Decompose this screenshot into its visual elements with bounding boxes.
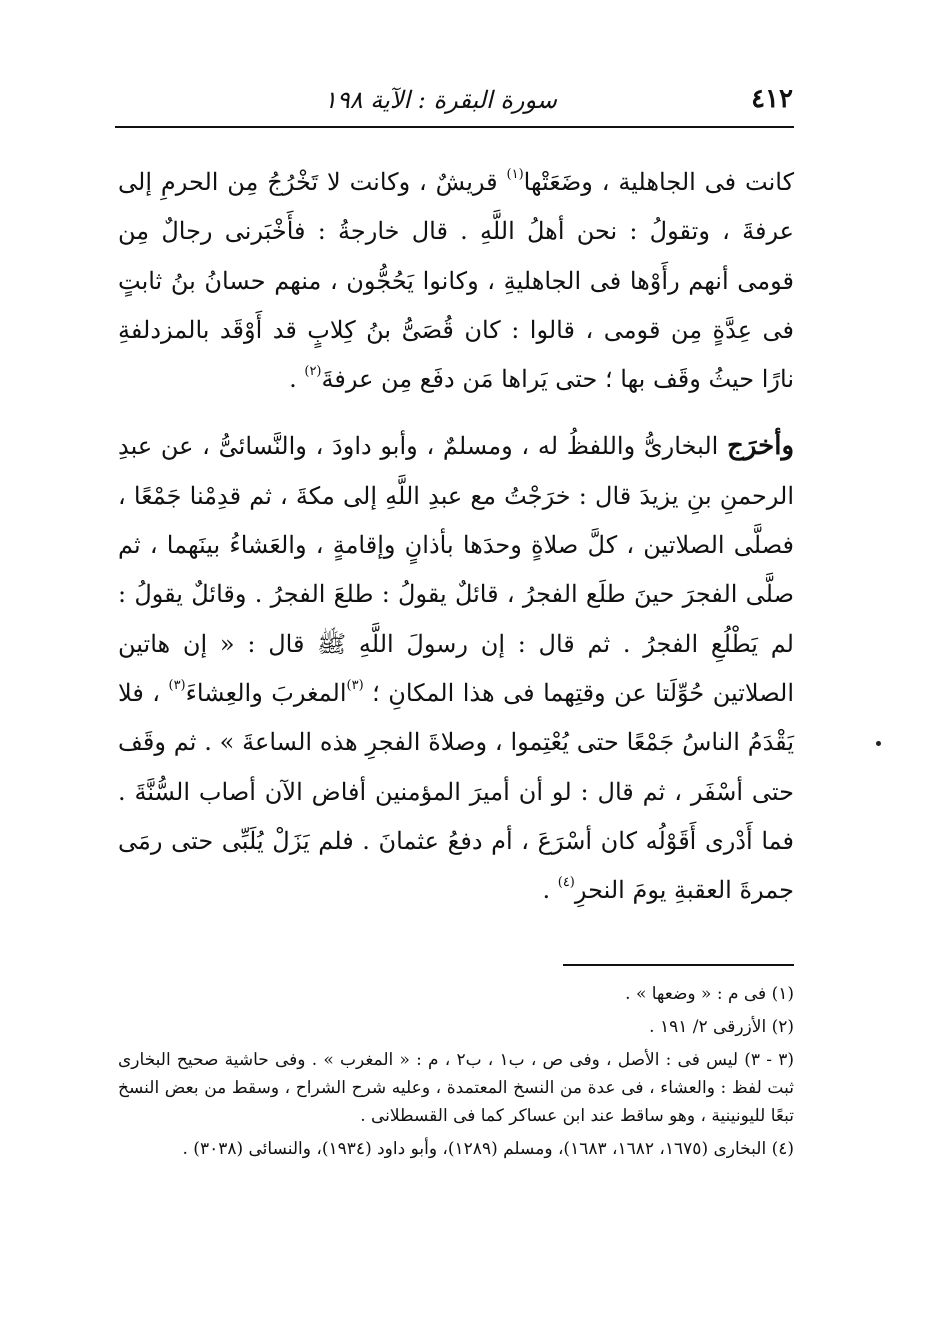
footnote-ref-2: (٢) xyxy=(304,364,322,380)
header-rule xyxy=(115,126,794,128)
footnote-2: (٢) الأزرقى ٢/ ١٩١ . xyxy=(649,1017,794,1037)
text-run: . xyxy=(289,365,305,394)
running-title: سورة البقرة : الآية ١٩٨ xyxy=(323,86,557,114)
main-text xyxy=(118,158,794,915)
page-number: ٤١٢ xyxy=(751,84,793,114)
text-run: البخارىُّ واللفظُ له ، ومسلمٌ ، وأبو داودَ ، والنَّسائىُّ ، عن عبدِ الرحمنِ بنِ يزيدَ قال : خرَجْتُ مع عبدِ اللَّهِ إلى مكةَ ، ثم قدِمْنا جَمْعًا ، فصلَّى الصلاتين ، كلَّ صلاةٍ وحدَها بأذانٍ وإقامةٍ ، والعَشاءُ بينَهما ، ثم صلَّى الفجرَ حينَ طلَع الفجرُ ، قائلٌ يقولُ : طلعَ الفجرُ . وقائلٌ يقولُ : لم يَطْلُعِ الفجرُ . ثم قال : إن رسولَ اللَّهِ ﷺ قال : « إن هاتين الصلاتين حُوِّلَتا عن وقتِهما فى هذا المكانِ ؛ xyxy=(118,432,795,707)
margin-dot xyxy=(876,741,881,746)
footnote-1: (١) فى م : « وضعها » . xyxy=(625,984,794,1004)
text-run: قريشٌ ، وكانت لا تَخْرُجُ مِن الحرمِ إلى عرفةَ ، وتقولُ : نحن أهلُ اللَّهِ . قال خارجةُ : فأَخْبَرنى رجالٌ مِن قومى أنهم رأَوْها فى الجاهليةِ ، وكانوا يَحُجُّون ، منهم حسانُ بنُ ثابتٍ فى عِدَّةٍ مِن قومى ، قالوا : كان قُصَىُّ بنُ كِلابٍ قد أَوْقَد بالمزدلفةِ نارًا حيثُ وقَف بها ؛ حتى يَراها مَن دفَع مِن عرفةَ xyxy=(118,168,795,394)
paragraph-1 xyxy=(118,158,794,404)
footnote-ref-1: (١) xyxy=(506,167,524,182)
lead-word: وأخرَج xyxy=(727,431,795,462)
footnotes xyxy=(118,980,794,1168)
footnote-3: (٣ - ٣) ليس فى : الأصل ، وفى ص ، ب١ ، ب٢ ، م : « المغرب » . وفى حاشية صحيح البخارى ثبت لفظ : والعشاء ، فى عدة من النسخ المعتمدة ، وعليه شرح الشراح ، وسقط من بعض النسخ تبعًا لليونينية ، وهو ساقط عند ابن عساكر كما فى القسطلانى . xyxy=(118,1050,794,1126)
footnote-ref-3-open: (٣) xyxy=(346,677,364,693)
text-run: المغربَ والعِشاءَ xyxy=(185,678,347,707)
footnote-ref-3-close: (٣) xyxy=(168,677,186,693)
text-run: ، فلا يَقْدَمُ الناسُ جَمْعًا حتى يُعْتِموا ، وصلاةَ الفجرِ هذه الساعةَ » . ثم وقَف حتى أسْفَر ، ثم قال : لو أن أميرَ المؤمنين أفاض الآن أصاب السُّنَّةَ . فما أَدْرى أَقَوْلُه كان أسْرَعَ ، أم دفعُ عثمانَ . فلم يَزَلْ يُلَبِّى حتى رمَى جمرةَ العقبةِ يومَ النحرِ xyxy=(118,678,794,905)
footnote-4: (٤) البخارى (١٦٧٥، ١٦٨٢، ١٦٨٣)، ومسلم (١٢٨٩)، وأبو داود (١٩٣٤)، والنسائى (٣٠٣٨) . xyxy=(182,1139,794,1159)
text-run: . xyxy=(542,876,558,905)
footnote-ref-4: (٤) xyxy=(557,875,575,891)
footnote-rule xyxy=(563,964,794,966)
paragraph-2 xyxy=(118,422,794,915)
page-header xyxy=(115,78,793,118)
text-run: كانت فى الجاهلية ، وضَعَتْها xyxy=(523,168,795,196)
